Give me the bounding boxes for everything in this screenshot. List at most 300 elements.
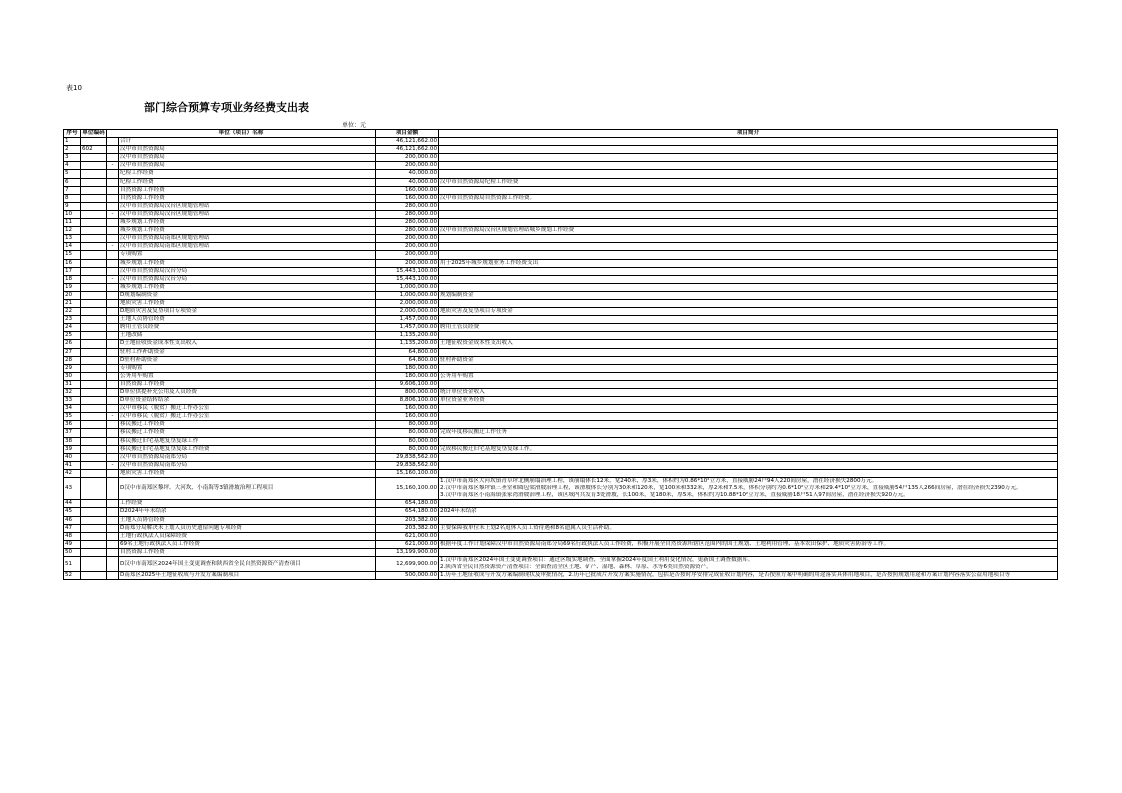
cell-code [81,478,107,500]
cell-code [81,308,107,316]
cell-seq: 48 [64,532,81,540]
cell-name: 聘用土管员经费 [119,324,376,332]
cell-amount: 29,838,562.00 [376,453,439,461]
cell-seq: 15 [64,251,81,259]
table-row [64,170,1058,178]
table-row [64,445,1058,453]
cell-mark [107,437,119,445]
cell-intro: 汉中市自然资源局纪检工作经费 [439,178,1058,186]
cell-mark [107,299,119,307]
cell-mark [107,332,119,340]
table-row [64,516,1058,524]
cell-seq: 43 [64,478,81,500]
cell-name: 城乡规划工作经费 [119,227,376,235]
cell-code [81,219,107,227]
header-code: 单位编码 [82,130,105,136]
table-header-row [64,130,1058,138]
cell-intro [439,316,1058,324]
table-row [64,556,1058,571]
cell-code [81,372,107,380]
document-label: 表10 [66,84,82,92]
cell-name: 移民搬迁旧宅基地复垦复绿工作经费 [119,445,376,453]
table-row [64,372,1058,380]
table-row [64,324,1058,332]
cell-intro: 驻村补助资金 [439,356,1058,364]
cell-mark [107,202,119,210]
cell-mark [107,469,119,477]
table-row [64,389,1058,397]
cell-intro: 公务用车购置 [439,372,1058,380]
cell-seq: 1 [64,138,81,146]
cell-name: 地质灾害工作经费 [119,299,376,307]
cell-mark: - [107,275,119,283]
cell-intro [439,267,1058,275]
table-row [64,299,1058,307]
cell-name: D规划编制资金 [119,291,376,299]
cell-name: D南郑分局解决未上划人员历史遗留问题专项经费 [119,524,376,532]
cell-amount: 280,000.00 [376,219,439,227]
table-row [64,267,1058,275]
cell-name: D2024年年末结余 [119,508,376,516]
cell-name: 汉中市自然资源局汉台分局 [119,267,376,275]
cell-intro: 完成年度移民搬迁工作任务 [439,429,1058,437]
cell-amount: 160,000.00 [376,413,439,421]
cell-name: 自然资源工作经费 [119,548,376,556]
cell-amount: 1,000,000.00 [376,283,439,291]
cell-intro: 1.历年土地征收成与开发方案编制现状及审批情况，2.历年已批成片开发方案实施情况，包括是否按时序安排完成征收计划内容，是否按照方案中明确的用途落实具体用地项目，是否按照规划用途和方案计划内容落实公益用地项目等 [439,572,1058,580]
cell-seq: 44 [64,500,81,508]
cell-code [81,429,107,437]
cell-code [81,469,107,477]
cell-amount: 1,457,000.00 [376,316,439,324]
cell-code [81,332,107,340]
cell-mark [107,178,119,186]
cell-seq: 36 [64,421,81,429]
cell-amount: 15,160,100.00 [376,478,439,500]
cell-intro [439,516,1058,524]
cell-seq: 9 [64,202,81,210]
cell-name: D单位资金结转结余 [119,397,376,405]
cell-seq: 6 [64,178,81,186]
table-row [64,572,1058,580]
cell-seq: 4 [64,162,81,170]
cell-code [81,548,107,556]
cell-intro [439,332,1058,340]
cell-mark [107,324,119,332]
cell-mark [107,445,119,453]
cell-code [81,267,107,275]
cell-mark [107,405,119,413]
cell-intro [439,186,1058,194]
cell-intro [439,548,1058,556]
cell-seq: 24 [64,324,81,332]
cell-intro [439,154,1058,162]
cell-intro [439,202,1058,210]
cell-code [81,194,107,202]
cell-code [81,178,107,186]
cell-name: 自然资源工作经费 [119,194,376,202]
cell-mark [107,291,119,299]
table-row [64,275,1058,283]
cell-mark [107,308,119,316]
cell-seq: 20 [64,291,81,299]
table-row [64,259,1058,267]
table-row [64,138,1058,146]
cell-mark [107,227,119,235]
cell-code [81,380,107,388]
cell-seq: 13 [64,235,81,243]
cell-intro: 汉中市自然资源局汉台区规划管理站城乡规划工作经费 [439,227,1058,235]
cell-intro: 用于2025年城乡规划业务工作经费支出 [439,259,1058,267]
cell-amount: 2,000,000.00 [376,299,439,307]
cell-name: 69名土地行政执法人员工作经费 [119,540,376,548]
cell-seq: 10 [64,210,81,218]
table-row [64,364,1058,372]
cell-intro [439,146,1058,154]
cell-mark [107,316,119,324]
cell-amount: 29,838,562.00 [376,461,439,469]
cell-seq: 3 [64,154,81,162]
unit-label: 单位：元 [342,122,367,129]
table-row [64,453,1058,461]
cell-intro [439,532,1058,540]
cell-name: 土地人员协管经费 [119,516,376,524]
cell-name: 汉中市自然资源局 [119,154,376,162]
intro-line: 1.汉中市南郑区2024年国土变更调查项目：通过区级实地调查，全面掌握2024年度国土利用变化情况，更新国土调查数据库。 [440,556,754,563]
cell-code [81,516,107,524]
cell-amount: 200,000.00 [376,154,439,162]
cell-seq: 51 [64,556,81,571]
table-row [64,524,1058,532]
cell-seq: 29 [64,364,81,372]
cell-intro [439,243,1058,251]
cell-name: 汉中市自然资源局汉台区规划管理站 [119,202,376,210]
cell-mark [107,235,119,243]
cell-seq: 41 [64,461,81,469]
cell-code [81,397,107,405]
table-row [64,146,1058,154]
cell-name: D南郑区2025年土地征收成与开发方案编制项目 [119,572,376,580]
cell-code [81,316,107,324]
cell-amount: 12,699,900.00 [376,556,439,571]
table-row [64,243,1058,251]
table-row [64,178,1058,186]
cell-name: D单位供提补充公用及人员经费 [119,389,376,397]
cell-amount: 280,000.00 [376,227,439,235]
cell-mark [107,348,119,356]
cell-mark [107,251,119,259]
cell-name: D土地征收资金成本性支出收入 [119,340,376,348]
cell-code [81,340,107,348]
cell-seq: 18 [64,275,81,283]
cell-amount: 80,000.00 [376,445,439,453]
cell-code [81,389,107,397]
cell-seq: 49 [64,540,81,548]
cell-amount: 46,121,662.00 [376,146,439,154]
cell-name: 纪检工作经费 [119,178,376,186]
cell-amount: 200,000.00 [376,235,439,243]
intro-line: 1.汉中市南郑区大河坎镇青草坪北侧崩塌治理工程，该崩塌体长12米，宽240米，厚3米，体积约为0.86*10²立方米，直接威胁24户94人220间房屋，潜在经济损失2800万元。 [440,478,878,485]
cell-amount: 2,000,000.00 [376,308,439,316]
cell-name: D汉中市南郑区黎坪、大河坎、小南海等3镇滑坡治理工程项目 [119,478,376,500]
cell-name: D地质灾害及复垦项目专项资金 [119,308,376,316]
cell-seq: 21 [64,299,81,307]
cell-name: 汉中市自然资源局南郑分局 [119,453,376,461]
cell-code [81,186,107,194]
cell-intro [439,138,1058,146]
cell-intro [439,469,1058,477]
cell-seq: 33 [64,397,81,405]
cell-code [81,556,107,571]
table-row [64,532,1058,540]
cell-code [81,445,107,453]
cell-name: 城乡规划工作经费 [119,283,376,291]
cell-seq: 14 [64,243,81,251]
cell-seq: 32 [64,389,81,397]
cell-name: 汉中市自然资源局汉台分局 [119,275,376,283]
page-title: 部门综合预算专项业务经费支出表 [144,101,309,114]
table-row [64,469,1058,477]
cell-intro [439,348,1058,356]
cell-amount: 180,000.00 [376,364,439,372]
table-row [64,308,1058,316]
cell-amount: 1,135,200.00 [376,332,439,340]
cell-intro: 土地征收资金成本性支出收入 [439,340,1058,348]
cell-seq: 2 [64,146,81,154]
cell-seq: 45 [64,508,81,516]
cell-name: 汉中市移民（脱贫）搬迁工作办公室 [119,405,376,413]
cell-mark [107,540,119,548]
cell-name: 合计 [119,138,376,146]
cell-mark [107,138,119,146]
cell-mark [107,283,119,291]
cell-mark [107,478,119,500]
cell-code [81,170,107,178]
cell-mark [107,380,119,388]
cell-amount: 654,180.00 [376,500,439,508]
header-amount: 项目金额 [376,130,439,138]
cell-amount: 80,000.00 [376,437,439,445]
table-row [64,405,1058,413]
cell-mark [107,500,119,508]
cell-amount: 200,000.00 [376,162,439,170]
cell-amount: 15,160,100.00 [376,469,439,477]
cell-seq: 42 [64,469,81,477]
cell-intro: 单位资金业务经费 [439,397,1058,405]
cell-mark [107,259,119,267]
cell-code [81,508,107,516]
cell-code [81,324,107,332]
cell-mark [107,267,119,275]
cell-amount: 203,382.00 [376,516,439,524]
cell-code [81,299,107,307]
cell-mark [107,170,119,178]
cell-code [81,283,107,291]
table-row [64,186,1058,194]
table-row [64,194,1058,202]
cell-amount: 200,000.00 [376,243,439,251]
table-row [64,283,1058,291]
cell-code [81,524,107,532]
cell-mark [107,389,119,397]
cell-name: D驻村补助资金 [119,356,376,364]
cell-name: 纪检工作经费 [119,170,376,178]
cell-seq: 50 [64,548,81,556]
table-body [64,138,1058,580]
cell-intro [439,283,1058,291]
cell-code [81,540,107,548]
table-row [64,251,1058,259]
cell-amount: 160,000.00 [376,194,439,202]
cell-amount: 40,000.00 [376,178,439,186]
cell-code [81,437,107,445]
table-row [64,421,1058,429]
table-row [64,478,1058,500]
cell-mark [107,364,119,372]
cell-name: 汉中市自然资源局汉台区规划管理站 [119,210,376,218]
cell-amount: 8,806,100.00 [376,397,439,405]
table-row [64,437,1058,445]
cell-code [81,572,107,580]
cell-seq: 23 [64,316,81,324]
table-row [64,219,1058,227]
cell-amount: 64,800.00 [376,348,439,356]
cell-intro [439,380,1058,388]
cell-mark [107,397,119,405]
cell-mark [107,532,119,540]
cell-amount: 64,800.00 [376,356,439,364]
table-row [64,348,1058,356]
cell-intro [439,170,1058,178]
cell-code [81,162,107,170]
table-row [64,227,1058,235]
cell-name: 汉中市自然资源局 [119,162,376,170]
cell-mark: - [107,162,119,170]
cell-mark [107,372,119,380]
cell-name: 汉中市移民（脱贫）搬迁工作办公室 [119,413,376,421]
table-row [64,397,1058,405]
cell-intro [439,437,1058,445]
cell-code [81,138,107,146]
cell-amount: 13,199,900.00 [376,548,439,556]
cell-intro [439,235,1058,243]
cell-mark [107,421,119,429]
cell-amount: 180,000.00 [376,372,439,380]
cell-name: 城乡规划工作经费 [119,219,376,227]
table-row [64,162,1058,170]
cell-name: 自然资源工作经费 [119,186,376,194]
cell-amount: 654,180.00 [376,508,439,516]
table-row [64,540,1058,548]
cell-mark [107,548,119,556]
cell-name: 城乡规划工作经费 [119,259,376,267]
table-row [64,356,1058,364]
cell-intro [439,421,1058,429]
cell-seq: 35 [64,413,81,421]
cell-code [81,259,107,267]
cell-name: 移民搬迁旧宅基地复垦复绿工作 [119,437,376,445]
cell-mark: - [107,413,119,421]
cell-amount: 200,000.00 [376,259,439,267]
cell-name: 汉中市自然资源局南郑区规划管理站 [119,235,376,243]
cell-mark [107,340,119,348]
cell-intro [439,275,1058,283]
cell-mark [107,356,119,364]
cell-name: 汉中市自然资源局 [119,146,376,154]
cell-mark [107,146,119,154]
cell-mark: - [107,461,119,469]
cell-name: 汉中市自然资源局南郑区规划管理站 [119,243,376,251]
cell-amount: 40,000.00 [376,170,439,178]
cell-amount: 280,000.00 [376,202,439,210]
cell-amount: 200,000.00 [376,251,439,259]
intro-line: 2.汉中市南郑区黎坪镇三圣堂和圆包梁滑坡治理工程，该滑坡体长分别为30米和120米，宽100米和332米，厚2米和7.5米，体积分别约为0.6*10²立方米和29.4*10²立方米，直接威胁54户135人266间房屋，潜在经济损失2390万元。 [440,485,1022,492]
header-intro: 项目简介 [439,130,1058,138]
cell-intro: 统计单位资金收入 [439,389,1058,397]
cell-amount: 80,000.00 [376,421,439,429]
cell-code [81,413,107,421]
cell-seq: 30 [64,372,81,380]
cell-intro [439,251,1058,259]
cell-name: 土地改储 [119,332,376,340]
cell-amount: 15,443,100.00 [376,267,439,275]
cell-seq: 34 [64,405,81,413]
cell-seq: 38 [64,437,81,445]
cell-amount: 9,606,100.00 [376,380,439,388]
cell-intro: 地质灾害及复垦项目专项资金 [439,308,1058,316]
table-row [64,202,1058,210]
cell-seq: 12 [64,227,81,235]
cell-code [81,154,107,162]
intro-line: 3.汉中市南郑区小南海镇张家湾滑坡治理工程，该区域内共发育3处滑坡，长100米，宽180米，厚5米，体积约为10.88*10²立方米，直接威胁18户51人97间房屋，潜在经济损失920万元。 [440,492,909,499]
cell-amount: 46,121,662.00 [376,138,439,146]
cell-intro [439,478,1058,500]
intro-line: 2.陕西省全民自然资源资产清查项目：全面查清全区土地、矿产、湿地、森林、草原、水等6类自然资源资产。 [440,564,712,571]
cell-amount: 280,000.00 [376,210,439,218]
cell-seq: 28 [64,356,81,364]
cell-mark [107,508,119,516]
cell-intro [439,299,1058,307]
cell-amount: 160,000.00 [376,186,439,194]
table-row [64,332,1058,340]
cell-code [81,500,107,508]
table-row [64,316,1058,324]
cell-intro: 聘用土管员经费 [439,324,1058,332]
cell-name: 自然资源工作经费 [119,380,376,388]
cell-code [81,202,107,210]
table-row [64,461,1058,469]
cell-mark [107,453,119,461]
cell-mark [107,556,119,571]
table-row [64,235,1058,243]
cell-code [81,210,107,218]
table-row [64,508,1058,516]
cell-name: 土地人员协管经费 [119,316,376,324]
cell-seq: 46 [64,516,81,524]
cell-amount: 1,457,000.00 [376,324,439,332]
cell-seq: 52 [64,572,81,580]
cell-code [81,227,107,235]
cell-code [81,235,107,243]
cell-amount: 160,000.00 [376,405,439,413]
header-name: 单位（项目）名称 [107,130,376,138]
cell-name: 公务用车购置 [119,372,376,380]
cell-intro: 根据年度工作计划保障汉中市自然资源局南郑分局69名行政执法人员工作经费，积极开展全自然资源所辖区范围内的国土规划、土地利用管理、基本农田保护、地质灾害防治等工作。 [439,540,1058,548]
table-row [64,210,1058,218]
cell-mark [107,429,119,437]
cell-mark [107,524,119,532]
cell-mark [107,186,119,194]
